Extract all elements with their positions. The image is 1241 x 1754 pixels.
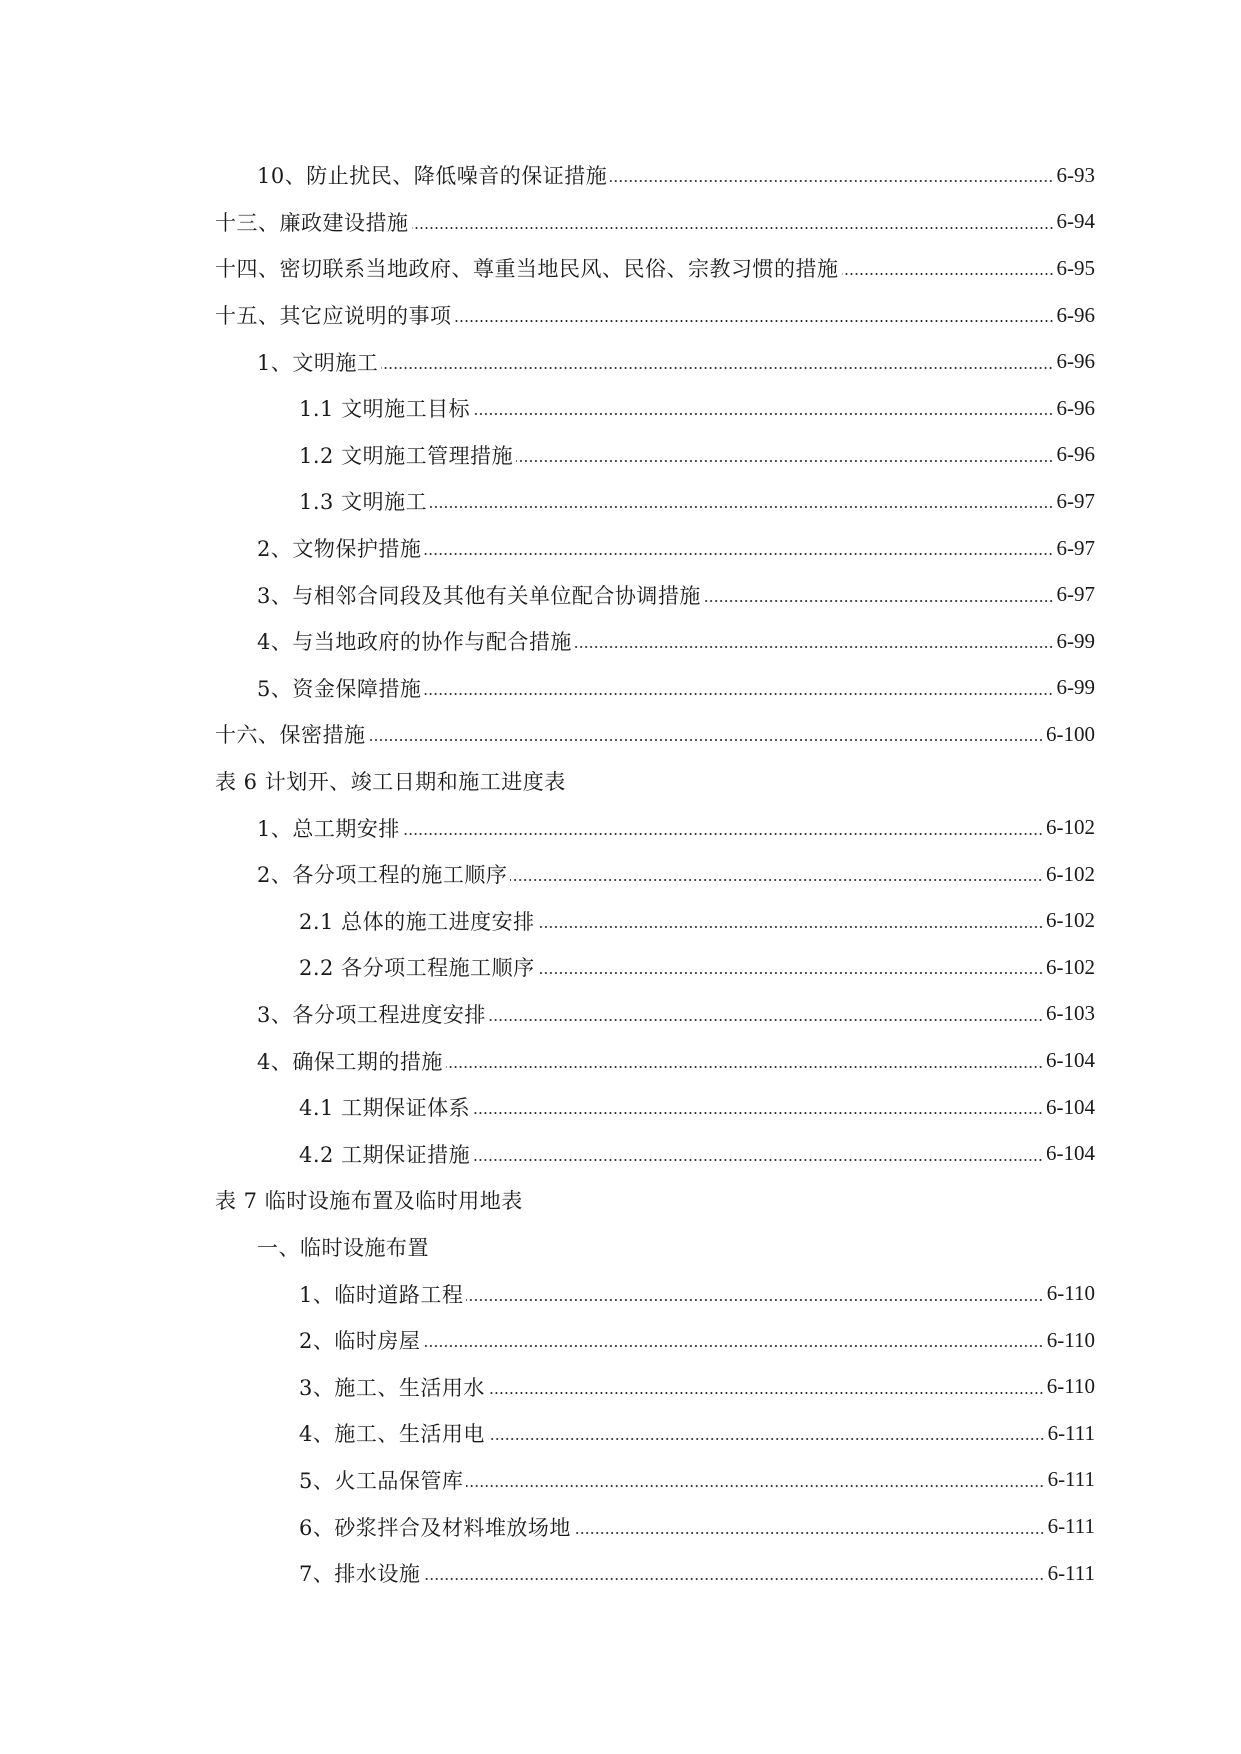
toc-entry[interactable] [215,571,1095,618]
toc-entry[interactable] [215,665,1095,712]
toc-entry-label: 1、文明施工 [257,350,379,375]
toc-entry-label: 10、防止扰民、降低噪音的保证措施 [257,164,608,189]
toc-entry-label: 1.1 文明施工目标 [299,397,471,422]
toc-entry[interactable] [215,432,1095,479]
toc-entry[interactable] [215,525,1095,572]
toc-entry-label: 1.3 文明施工 [299,490,428,515]
toc-entry[interactable] [215,1130,1095,1177]
toc-entry[interactable] [215,1410,1095,1457]
toc-entry[interactable] [215,1270,1095,1317]
toc-entry-page: 6-93 [1056,162,1095,187]
toc-entry[interactable] [215,1550,1095,1597]
dot-leader [575,646,1054,648]
dot-leader [466,1299,1043,1301]
dot-leader [446,1066,1043,1068]
toc-entry[interactable] [215,618,1095,665]
toc-entry-label: 1、总工期安排 [257,816,400,841]
toc-entry[interactable] [215,1457,1095,1504]
dot-leader [610,180,1053,182]
toc-entry[interactable] [215,1317,1095,1364]
toc-entry[interactable] [215,338,1095,385]
dot-leader [455,320,1054,322]
toc-entry-page: 6-96 [1056,442,1095,467]
dot-leader [403,833,1043,835]
toc-entry-page: 6-103 [1046,1001,1095,1026]
toc-entry-label: 6、砂浆拌合及材料堆放场地 [299,1515,571,1540]
toc-entry[interactable] [215,1363,1095,1410]
dot-leader [369,739,1044,741]
toc-entry-label: 一、临时设施布置 [257,1235,429,1260]
dot-leader [574,1532,1045,1534]
toc-entry-label: 3、与相邻合同段及其他有关单位配合协调措施 [257,583,701,608]
dot-leader [488,1392,1044,1394]
dot-leader [842,273,1054,275]
toc-entry-page: 6-104 [1046,1048,1095,1073]
toc-entry-page: 6-111 [1047,1560,1095,1585]
toc-entry-page: 6-110 [1046,1374,1095,1399]
toc-entry[interactable] [215,1037,1095,1084]
toc-entry-page: 6-102 [1046,908,1095,933]
toc-entry-page: 6-104 [1046,1141,1095,1166]
toc-entry[interactable] [215,1503,1095,1550]
toc-entry-label: 表 7 临时设施布置及临时用地表 [215,1189,523,1214]
toc-entry[interactable] [215,152,1095,199]
dot-leader [473,413,1053,415]
dot-leader [430,506,1053,508]
toc-entry-page: 6-97 [1056,535,1095,560]
dot-leader [516,460,1053,462]
toc-entry-page: 6-110 [1046,1281,1095,1306]
toc-entry-label: 7、排水设施 [299,1562,421,1587]
toc-entry-label: 3、施工、生活用水 [299,1375,485,1400]
dot-leader [412,227,1054,229]
toc-entry-page: 6-97 [1056,488,1095,513]
toc-entry-page: 6-102 [1046,861,1095,886]
toc-entry-label: 十六、保密措施 [215,723,366,748]
toc-entry[interactable] [215,991,1095,1038]
dot-leader [538,972,1043,974]
toc-entry[interactable] [215,1084,1095,1131]
toc-entry[interactable] [215,292,1095,339]
toc-section-heading[interactable] [215,1177,1095,1224]
dot-leader [423,1578,1044,1580]
toc-entry-page: 6-100 [1046,721,1095,746]
toc-entry-page: 6-96 [1056,349,1095,374]
toc-entry[interactable] [215,711,1095,758]
toc-entry[interactable] [215,385,1095,432]
toc-entry-page: 6-99 [1056,628,1095,653]
dot-leader [473,1159,1043,1161]
toc-entry-page: 6-99 [1056,675,1095,700]
toc-entry-label: 2、各分项工程的施工顺序 [257,863,508,888]
toc-entry-label: 5、资金保障措施 [257,676,422,701]
toc-entry-page: 6-111 [1047,1514,1095,1539]
toc-entry[interactable] [215,944,1095,991]
toc-entry[interactable] [215,898,1095,945]
toc-entry-page: 6-97 [1056,582,1095,607]
toc-entry-label: 4、施工、生活用电 [299,1422,485,1447]
dot-leader [424,553,1053,555]
dot-leader [488,1438,1045,1440]
toc-entry-label: 十三、廉政建设措施 [215,210,409,235]
toc-entry-page: 6-102 [1046,954,1095,979]
toc-entry-label: 十四、密切联系当地政府、尊重当地民风、民俗、宗教习惯的措施 [215,257,839,282]
dot-leader [423,1345,1043,1347]
toc-entry[interactable] [215,851,1095,898]
dot-leader [466,1485,1044,1487]
dot-leader [704,600,1054,602]
toc-entry-label: 2.1 总体的施工进度安排 [299,909,535,934]
toc-entry-label: 4.1 工期保证体系 [299,1096,471,1121]
toc-entry-label: 1.2 文明施工管理措施 [299,443,514,468]
dot-leader [538,926,1043,928]
toc-entry-page: 6-110 [1046,1327,1095,1352]
toc-entry-label: 表 6 计划开、竣工日期和施工进度表 [215,770,566,795]
toc-section-heading[interactable] [215,758,1095,805]
toc-entry[interactable] [215,199,1095,246]
toc-entry-label: 1、临时道路工程 [299,1282,464,1307]
toc-entry-label: 2、临时房屋 [299,1329,421,1354]
toc-entry[interactable] [215,478,1095,525]
toc-entry-page: 6-96 [1056,395,1095,420]
toc-entry-page: 6-96 [1056,302,1095,327]
toc-entry-label: 4、确保工期的措施 [257,1049,443,1074]
toc-entry[interactable] [215,245,1095,292]
dot-leader [489,1019,1043,1021]
toc-entry-label: 2.2 各分项工程施工顺序 [299,956,535,981]
toc-entry[interactable] [215,804,1095,851]
toc-subsection-heading[interactable] [215,1224,1095,1271]
toc-entry-label: 3、各分项工程进度安排 [257,1002,486,1027]
dot-leader [381,367,1053,369]
toc-entry-page: 6-94 [1056,209,1095,234]
dot-leader [510,879,1043,881]
toc-entry-page: 6-104 [1046,1094,1095,1119]
table-of-contents [215,152,1095,1596]
toc-entry-page: 6-111 [1047,1420,1095,1445]
toc-entry-label: 十五、其它应说明的事项 [215,304,452,329]
toc-entry-page: 6-95 [1056,255,1095,280]
toc-entry-label: 4.2 工期保证措施 [299,1142,471,1167]
toc-entry-page: 6-111 [1047,1467,1095,1492]
toc-entry-label: 5、火工品保管库 [299,1468,464,1493]
toc-entry-label: 2、文物保护措施 [257,537,422,562]
dot-leader [424,693,1053,695]
toc-entry-label: 4、与当地政府的协作与配合措施 [257,630,572,655]
dot-leader [473,1112,1043,1114]
toc-entry-page: 6-102 [1046,815,1095,840]
